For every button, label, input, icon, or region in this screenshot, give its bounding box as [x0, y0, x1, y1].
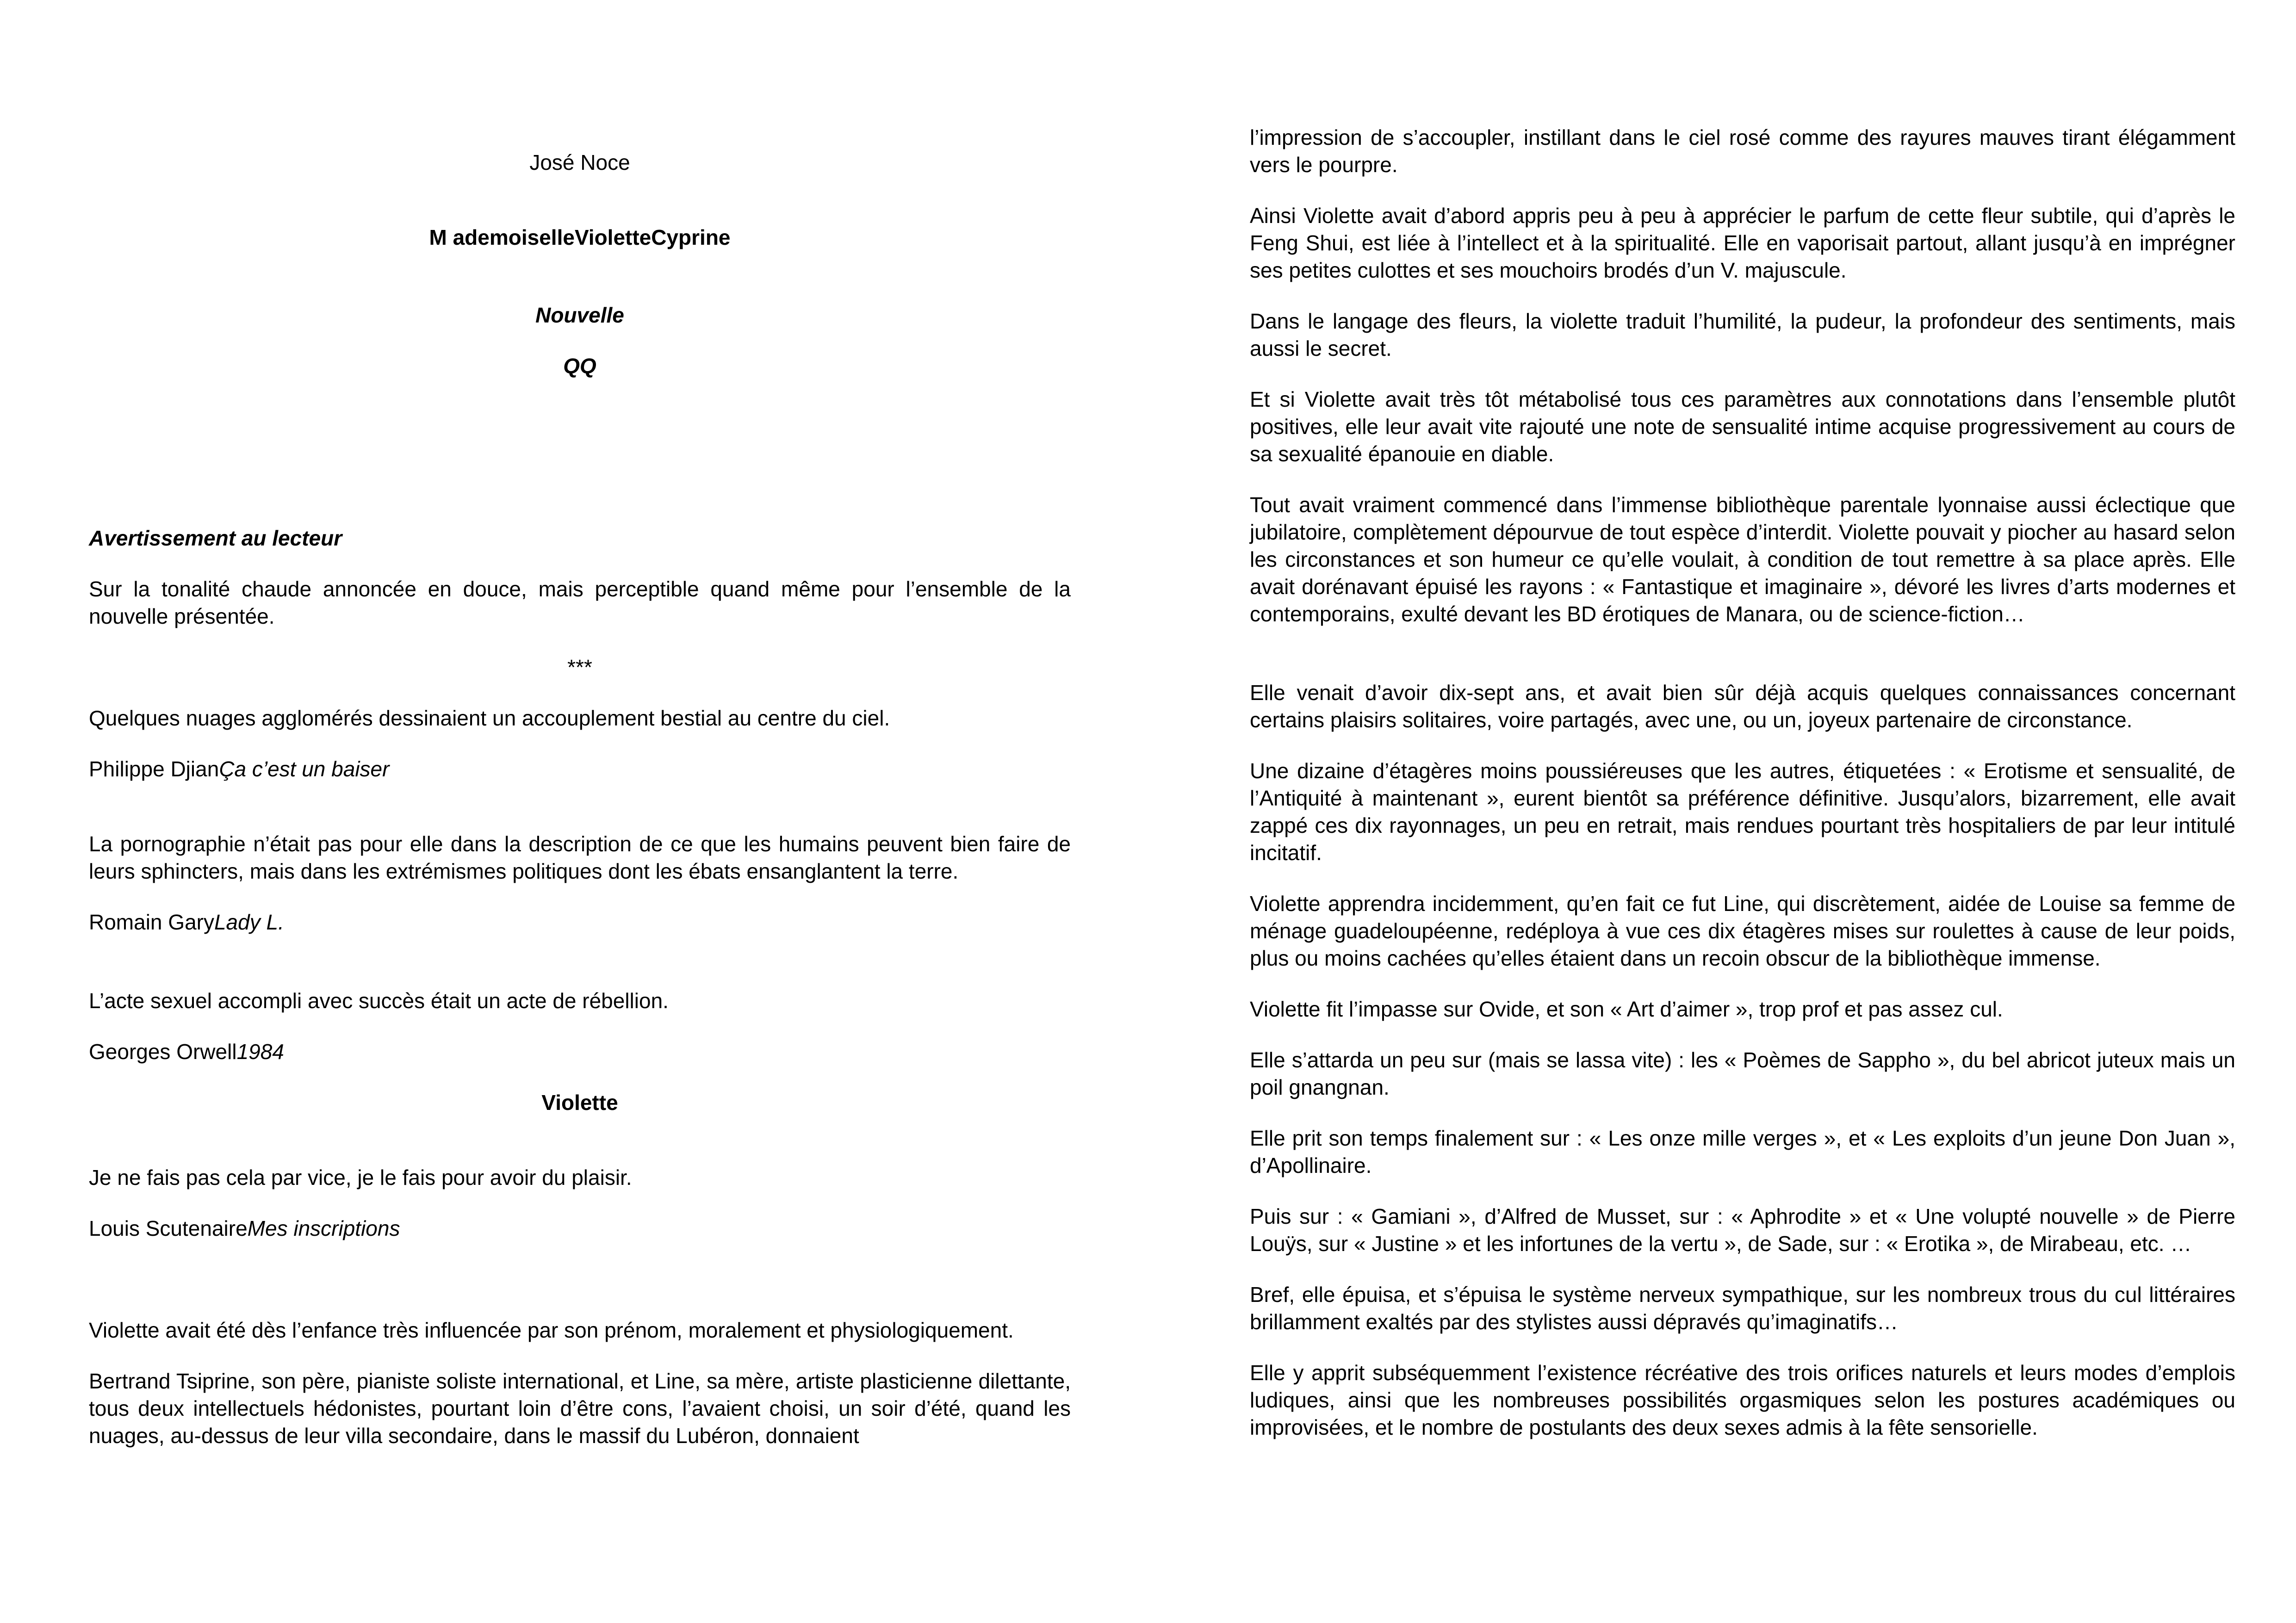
- epigraph-work-2: Lady L.: [214, 910, 284, 934]
- epigraph-author-4: Louis Scutenaire: [89, 1216, 248, 1240]
- epigraph-work-3: 1984: [236, 1040, 284, 1064]
- warning-text: Sur la tonalité chaude annoncée en douce, mais perceptible quand même pour l’ensemble de la nouvelle présentée.: [89, 577, 1071, 628]
- epigraph-source-3: [89, 1038, 1071, 1065]
- body-paragraph: Ainsi Violette avait d’abord appris peu à peu à apprécier le parfum de cette fleur subtile, qui d’après le Feng Shui, est liée à l’intellect et à la spiritualité. Elle en vaporisait partout, allant jusqu’à en imprégner ses petites culottes et ses mouchoirs brodés d’un V. majuscule.: [1250, 204, 2235, 282]
- author-name: José Noce: [529, 150, 630, 174]
- body-paragraph: l’impression de s’accoupler, instillant dans le ciel rosé comme des rayures mauves tirant élégamment vers le pourpre.: [1250, 125, 2235, 177]
- epigraph-author-3: Georges Orwell: [89, 1040, 237, 1064]
- epigraph-quote-1: Quelques nuages agglomérés dessinaient un accouplement bestial au centre du ciel.: [89, 706, 890, 730]
- body-paragraph-2: Bertrand Tsiprine, son père, pianiste soliste international, et Line, sa mère, artiste plasticienne dilettante, tous deux intellectuels hédonistes, pourtant loin d’être cons, l’avaient choisi, un soir d’été, quand les nuages, au-dessus de leur villa secondaire, dans le massif du Lubéron, donnaient: [89, 1369, 1071, 1448]
- body-paragraph: Violette apprendra incidemment, qu’en fait ce fut Line, qui discrètement, aidée de Louise sa femme de ménage guadeloupéenne, redéploya à vue ces dix étagères mises sur roulettes à cause de leur poids, plus ou moins cachées qu’elles étaient dans un recoin obscur de la bibliothèque immense.: [1250, 892, 2235, 970]
- body-paragraph: Dans le langage des fleurs, la violette traduit l’humilité, la pudeur, la profondeur des sentiments, mais aussi le secret.: [1250, 309, 2235, 360]
- body-paragraph: Et si Violette avait très tôt métabolisé tous ces paramètres aux connotations dans l’ensemble plutôt positives, elle leur avait vite rajouté une note de sensualité intime acquise progressivement au cours de sa sexualité épanouie en diable.: [1250, 387, 2235, 466]
- epigraph-quote-2: La pornographie n’était pas pour elle dans la description de ce que les humains peuvent bien faire de leurs sphincters, mais dans les extrémismes politiques dont les ébats ensanglantent la terre.: [89, 832, 1071, 883]
- right-column: [1250, 124, 2235, 1465]
- body-paragraph: Violette fit l’impasse sur Ovide, et son « Art d’aimer », trop prof et pas assez cul.: [1250, 997, 2003, 1021]
- epigraph-work-4: Mes inscriptions: [247, 1216, 400, 1240]
- body-paragraph: Elle y apprit subséquemment l’existence récréative des trois orifices naturels et leurs modes d’emplois ludiques, ainsi que les nombreuses possibilités orgasmiques selon les postures académiques ou improvisées, et le nombre de postulants des deux sexes admis à la fête sensorielle.: [1250, 1361, 2235, 1439]
- epigraph-source-2: [89, 909, 1071, 936]
- right-page: [1148, 0, 2296, 1623]
- book-title: M ademoiselleVioletteCyprine: [429, 225, 731, 249]
- body-paragraph-1: Violette avait été dès l’enfance très influencée par son prénom, moralement et physiologiquement.: [89, 1318, 1014, 1342]
- left-column: [89, 149, 1071, 1473]
- separator: ***: [567, 655, 592, 679]
- epigraph-source-4: [89, 1215, 1071, 1242]
- epigraph-quote-4: Je ne fais pas cela par vice, je le fais pour avoir du plaisir.: [89, 1165, 632, 1189]
- body-paragraph: Elle prit son temps finalement sur : « Les onze mille verges », et « Les exploits d’un jeune Don Juan », d’Apollinaire.: [1250, 1126, 2235, 1177]
- body-paragraph: Bref, elle épuisa, et s’épuisa le système nerveux sympathique, sur les nombreux trous du cul littéraires brillamment exaltés par des stylistes aussi dépravés qu’imaginatifs…: [1250, 1282, 2235, 1334]
- body-paragraph: Elle venait d’avoir dix-sept ans, et avait bien sûr déjà acquis quelques connaissances concernant certains plaisirs solitaires, voire partagés, avec une, ou un, joyeux partenaire de circonstance.: [1250, 681, 2235, 732]
- body-paragraph: Elle s’attarda un peu sur (mais se lassa vite) : les « Poèmes de Sappho », du bel abricot juteux mais un poil gnangnan.: [1250, 1048, 2235, 1099]
- epigraph-author-2: Romain Gary: [89, 910, 214, 934]
- body-paragraph: Une dizaine d’étagères moins poussiéreuses que les autres, étiquetées : « Erotisme et sensualité, de l’Antiquité à maintenant », eurent bientôt sa préférence définitive. Jusqu’alors, bizarrement, elle avait zappé ces dix rayonnages, un peu en retrait, mais rendues pourtant très hospitaliers de par leur intitulé incitatif.: [1250, 759, 2235, 865]
- chapter-title: Violette: [541, 1090, 618, 1115]
- genre-label: Nouvelle: [535, 303, 624, 327]
- epigraph-source-1: [89, 756, 1071, 783]
- epigraph-author-1: Philippe Djian: [89, 757, 219, 781]
- warning-heading: Avertissement au lecteur: [89, 526, 342, 550]
- epigraph-work-1: Ça c’est un baiser: [219, 757, 390, 781]
- body-paragraph: Puis sur : « Gamiani », d’Alfred de Musset, sur : « Aphrodite » et « Une volupté nouvelle » de Pierre Louÿs, sur « Justine » et les infortunes de la vertu », de Sade, sur : « Erotika », de Mirabeau, etc. …: [1250, 1204, 2235, 1256]
- qq-label: QQ: [563, 354, 596, 378]
- epigraph-quote-3: L’acte sexuel accompli avec succès était un acte de rébellion.: [89, 989, 669, 1013]
- body-paragraph: Tout avait vraiment commencé dans l’immense bibliothèque parentale lyonnaise aussi éclectique que jubilatoire, complètement dépourvue de tout espèce d’interdit. Violette pouvait y piocher au hasard selon les circonstances et son humeur ce qu’elle voulait, à condition de tout remettre à sa place après. Elle avait dorénavant épuisé les rayons : « Fantastique et imaginaire », dévoré les livres d’arts modernes et contemporains, exulté devant les BD érotiques de Manara, ou de science-fiction…: [1250, 493, 2235, 626]
